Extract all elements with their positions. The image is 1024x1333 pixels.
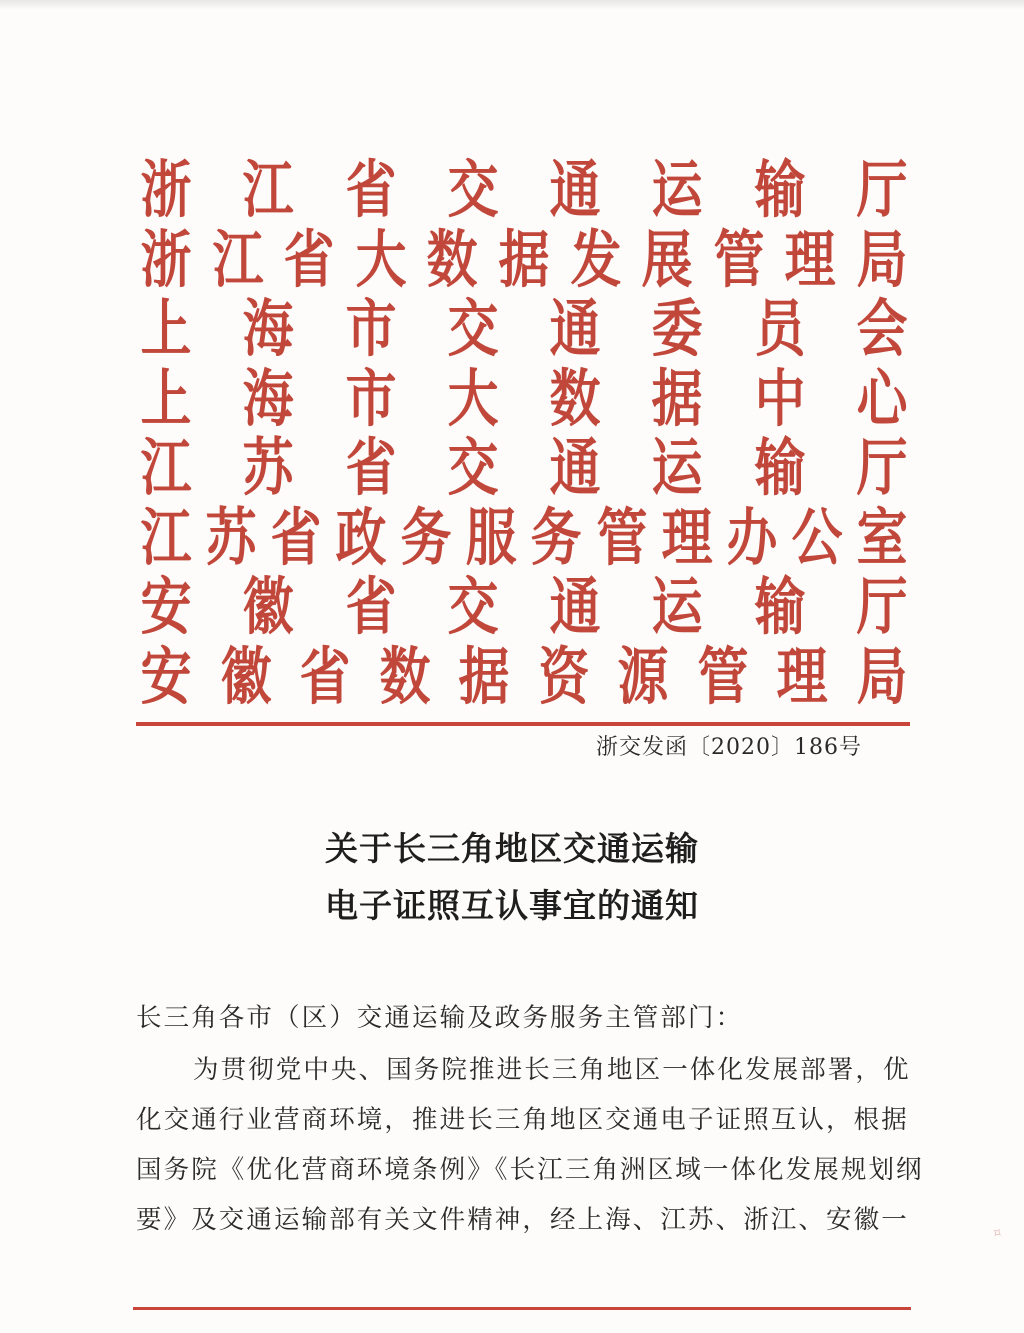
letterhead-character: 海 <box>242 292 294 366</box>
document-number: 浙交发函〔2020〕186号 <box>596 735 862 760</box>
letterhead-org-jiangsu-transport <box>135 433 913 503</box>
letterhead-character: 通 <box>549 153 601 227</box>
letterhead-character: 政 <box>335 500 387 574</box>
letterhead-character: 局 <box>856 639 908 713</box>
letterhead-org-zhejiang-transport <box>135 155 913 225</box>
letterhead-character: 省 <box>345 570 396 644</box>
letterhead-character: 运 <box>651 570 703 644</box>
letterhead-character: 交 <box>447 570 499 644</box>
body-text-line: 要》及交通运输部有关文件精神，经上海、江苏、浙江、安徽一 <box>136 1205 909 1235</box>
letterhead-org-anhui-transport <box>135 572 913 642</box>
letterhead-character: 通 <box>549 292 601 366</box>
letterhead-character: 浙 <box>140 222 192 296</box>
letterhead-character: 局 <box>856 222 908 296</box>
body-text-line: 国务院《优化营商环境条例》《长江三角洲区域一体化发展规划纲 <box>136 1155 924 1185</box>
document-title-line-2: 电子证照互认事宜的通知 <box>325 886 699 925</box>
letterhead-character: 据 <box>651 361 703 435</box>
letterhead-character: 会 <box>856 292 908 366</box>
letterhead-character: 市 <box>345 361 396 435</box>
letterhead-character: 运 <box>651 431 703 505</box>
letterhead-character: 管 <box>713 222 765 296</box>
letterhead-character: 厅 <box>856 153 908 227</box>
letterhead-character: 数 <box>426 222 478 296</box>
letterhead-character: 通 <box>549 431 601 505</box>
letterhead-character: 大 <box>447 361 499 435</box>
document-title-line-1: 关于长三角地区交通运输 <box>325 829 699 868</box>
letterhead-character: 省 <box>299 639 351 713</box>
letterhead-character: 资 <box>538 639 590 713</box>
letterhead-character: 管 <box>596 500 647 574</box>
letterhead-character: 交 <box>447 292 499 366</box>
letterhead-character: 委 <box>651 292 703 366</box>
letterhead-character: 浙 <box>140 153 192 227</box>
letterhead-character: 市 <box>345 292 396 366</box>
letterhead-character: 理 <box>661 500 713 574</box>
letterhead-character: 江 <box>140 431 192 505</box>
letterhead-character: 交 <box>447 431 499 505</box>
letterhead-character: 苏 <box>242 431 294 505</box>
document-addressee: 长三角各市（区）交通运输及政务服务主管部门： <box>136 1003 744 1033</box>
letterhead-character: 安 <box>140 570 192 644</box>
letterhead-character: 徽 <box>242 570 294 644</box>
letterhead-character: 江 <box>242 153 294 227</box>
letterhead-issuing-organizations <box>135 155 913 711</box>
letterhead-character: 厅 <box>856 431 908 505</box>
footer-red-rule <box>133 1307 911 1310</box>
letterhead-character: 务 <box>531 500 582 574</box>
letterhead-character: 据 <box>458 639 510 713</box>
letterhead-org-shanghai-bigdata <box>135 361 913 435</box>
scan-speck-mark: ✧ <box>987 1223 1006 1244</box>
letterhead-character: 苏 <box>205 500 257 574</box>
letterhead-character: 厅 <box>856 570 908 644</box>
letterhead-red-rule <box>136 722 910 726</box>
letterhead-character: 省 <box>283 222 335 296</box>
letterhead-character: 理 <box>784 222 836 296</box>
letterhead-character: 通 <box>549 570 601 644</box>
letterhead-character: 省 <box>345 431 396 505</box>
letterhead-character: 大 <box>355 222 407 296</box>
letterhead-character: 据 <box>498 222 550 296</box>
letterhead-character: 输 <box>754 570 806 644</box>
letterhead-character: 心 <box>856 361 908 435</box>
letterhead-character: 办 <box>726 500 778 574</box>
letterhead-character: 交 <box>447 153 499 227</box>
letterhead-character: 输 <box>754 431 806 505</box>
letterhead-org-shanghai-transport <box>135 294 913 364</box>
letterhead-character: 运 <box>651 153 703 227</box>
letterhead-character: 数 <box>549 361 601 435</box>
letterhead-character: 数 <box>379 639 431 713</box>
letterhead-character: 展 <box>641 222 693 296</box>
letterhead-org-jiangsu-government-services <box>135 500 913 574</box>
letterhead-character: 徽 <box>220 639 271 713</box>
body-text-line: 化交通行业营商环境，推进长三角地区交通电子证照互认，根据 <box>136 1105 909 1135</box>
letterhead-character: 江 <box>212 222 264 296</box>
letterhead-org-anhui-data-resources <box>135 639 913 713</box>
letterhead-org-zhejiang-bigdata <box>135 222 913 296</box>
letterhead-character: 发 <box>570 222 621 296</box>
letterhead-character: 安 <box>140 639 192 713</box>
letterhead-character: 省 <box>270 500 322 574</box>
letterhead-character: 公 <box>791 500 843 574</box>
letterhead-character: 务 <box>400 500 452 574</box>
letterhead-character: 上 <box>140 361 192 435</box>
letterhead-character: 员 <box>754 292 806 366</box>
letterhead-character: 管 <box>697 639 749 713</box>
letterhead-character: 室 <box>856 500 908 574</box>
letterhead-character: 理 <box>776 639 828 713</box>
letterhead-character: 输 <box>754 153 806 227</box>
letterhead-character: 海 <box>242 361 294 435</box>
letterhead-character: 中 <box>754 361 806 435</box>
letterhead-character: 服 <box>465 500 517 574</box>
scan-edge-shadow <box>0 0 1024 10</box>
letterhead-character: 源 <box>617 639 669 713</box>
letterhead-character: 上 <box>140 292 192 366</box>
letterhead-character: 省 <box>345 153 396 227</box>
body-text-line: 为贯彻党中央、国务院推进长三角地区一体化发展部署，优 <box>193 1055 911 1085</box>
letterhead-character: 江 <box>140 500 192 574</box>
